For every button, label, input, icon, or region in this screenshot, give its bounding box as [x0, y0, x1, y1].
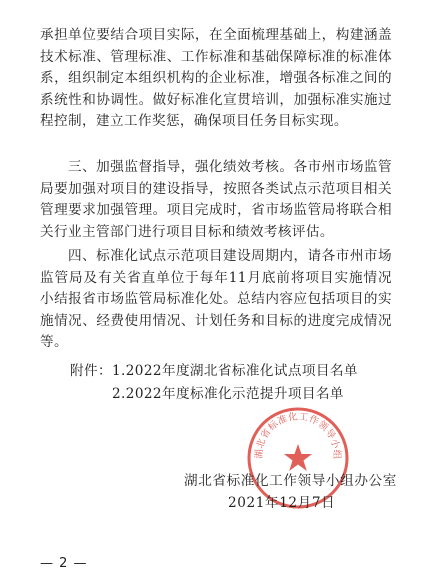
body-paragraph-1: 承担单位要结合项目实际，在全面梳理基础上，构建涵盖技术标准、管理标准、工作标准和基础保障标准的标准体系，组织制定本组织机构的企业标准，增强各标准之间的系统性和协调性。做好标准化宣贯培训，加强标准实施过程控制，建立工作奖惩，确保项目任务目标实现。	[40, 27, 392, 130]
page-number: — 2 —	[40, 556, 88, 571]
signing-organization: 湖北省标准化工作领导小组办公室	[184, 473, 397, 489]
body-paragraph-3: 四、标准化试点示范项目建设周期内，请各市州市场监管局及有关省直单位于每年11月底前将项目实施情况小结报省市场监管局标准化处。总结内容应包括项目的实施情况、经费使用情况、计划任务和目标的进度完成情况等。	[40, 248, 392, 351]
body-paragraph-2: 三、加强监督指导，强化绩效考核。各市州市场监管局要加强对项目的建设指导，按照各类试点示范项目相关管理要求加强管理。项目完成时，省市场监管局将联合相关行业主管部门进行项目目标和绩效考核评估。	[40, 159, 392, 240]
signing-date: 2021年12月7日	[228, 495, 336, 511]
seal-text: 湖北省标准化工作领导小组	[253, 411, 343, 460]
attachment-line-1: 附件：1.2022年度湖北省标准化试点项目名单	[70, 363, 358, 379]
attachment-line-2: 2.2022年度标准化示范提升项目名单	[112, 386, 344, 402]
